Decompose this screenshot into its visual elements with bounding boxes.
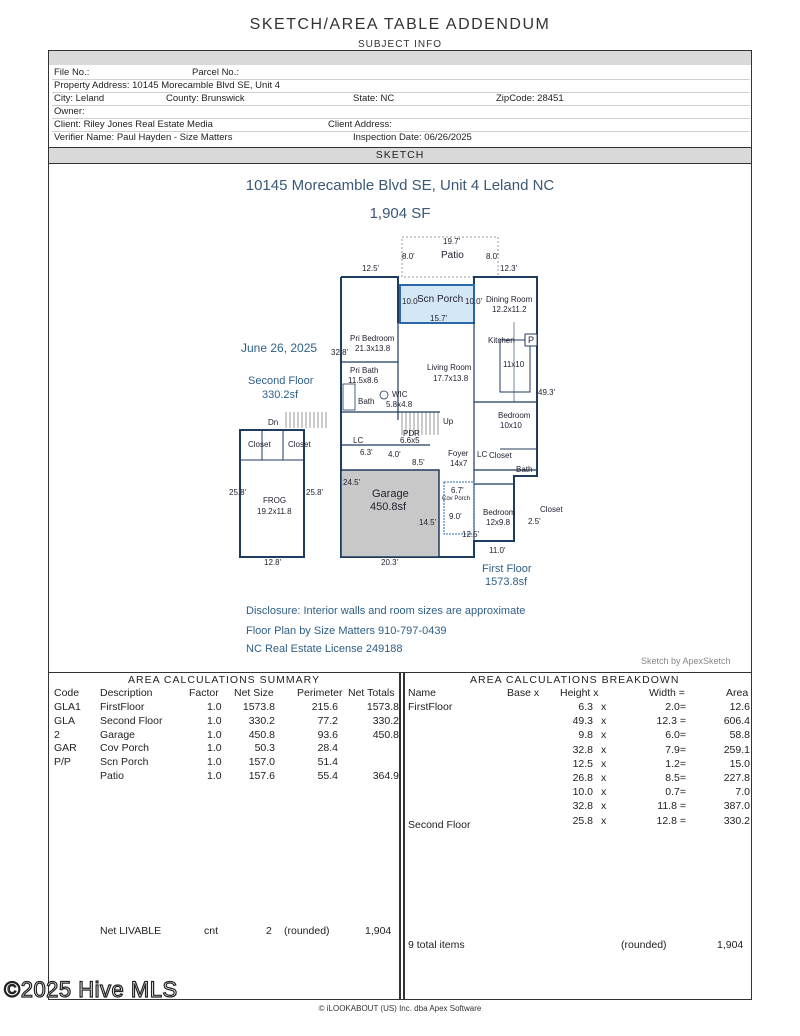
- cov-porch-dim: 6.7': [451, 486, 464, 495]
- garage-sf: 450.8sf: [370, 501, 407, 513]
- stairs-up-label: Up: [443, 417, 454, 426]
- subject-info-label: SUBJECT INFO: [357, 39, 443, 50]
- dim-8-5: 8.5': [412, 458, 425, 467]
- breakdown-cell: 7.0: [735, 786, 750, 799]
- summary-col-net-totals: Net Totals: [348, 687, 395, 699]
- inspection-date: Inspection Date: 06/26/2025: [353, 132, 472, 143]
- scn-porch-left-dim: 10.0': [402, 297, 420, 306]
- total-items: 9 total items: [408, 939, 465, 951]
- sketch-address-title: 10145 Morecamble Blvd SE, Unit 4 Leland NC: [245, 177, 555, 194]
- stairs-down-label: Dn: [268, 418, 279, 427]
- property-address: Property Address: 10145 Morecamble Blvd SE, Unit 4: [54, 80, 281, 91]
- license: NC Real Estate License 249188: [246, 643, 403, 655]
- frog-size: 19.2x11.8: [257, 507, 292, 516]
- breakdown-col-area: Area: [726, 687, 749, 699]
- frog-closet-2: Closet: [288, 440, 311, 449]
- summary-cell: Second Floor: [100, 714, 163, 727]
- summary-cell: GLA: [54, 714, 76, 727]
- first-floor-sf: 1573.8sf: [485, 576, 528, 588]
- breakdown-cell: 12.3 =: [656, 715, 686, 728]
- summary-cell: 450.8: [248, 728, 275, 741]
- summary-cell: 51.4: [317, 756, 338, 769]
- sketch-date: June 26, 2025: [241, 341, 318, 355]
- breakdown-cell: 32.8: [572, 743, 593, 756]
- closet-2-label: Closet: [540, 505, 563, 514]
- summary-cell: 157.6: [248, 770, 275, 782]
- breakdown-cell: 2.0=: [665, 701, 686, 713]
- patio-width: 19.7': [443, 237, 461, 246]
- breakdown-cell: 49.3: [572, 715, 593, 728]
- frog-left-dim: 25.8': [229, 488, 247, 497]
- bedroom-label: Bedroom: [498, 411, 531, 420]
- breakdown-cell: x: [601, 701, 607, 713]
- summary-cell: Scn Porch: [100, 756, 149, 769]
- breakdown-cell: 25.8: [572, 814, 593, 827]
- summary-cell: 215.6: [311, 701, 338, 713]
- garage-left-dim: 24.5': [343, 478, 361, 487]
- summary-cell: 450.8: [372, 728, 399, 741]
- breakdown-cell: x: [601, 757, 607, 770]
- garage-label: Garage: [372, 488, 409, 500]
- summary-cell: 1.0: [207, 728, 222, 741]
- wic-size: 5.8x4.8: [386, 400, 413, 409]
- summary-cell: 1573.8: [366, 701, 399, 713]
- breakdown-cell: 12.6: [729, 701, 750, 713]
- top-left-dim: 12.5': [362, 264, 380, 273]
- summary-col-net-size: Net Size: [234, 687, 274, 699]
- frog-label: FROG: [263, 496, 287, 505]
- disclosure: Disclosure: Interior walls and room sizes are approximate: [246, 605, 526, 617]
- summary-cell: 330.2: [372, 714, 399, 727]
- dim-12-5: 12.5': [462, 530, 480, 539]
- linen-closet-2-label: LC: [477, 450, 488, 459]
- scn-porch-width: 15.7': [430, 314, 448, 323]
- pantry-label: P: [528, 335, 535, 345]
- summary-cell: Cov Porch: [100, 742, 150, 755]
- breakdown-col-name: Name: [408, 687, 437, 699]
- frog-outline: [240, 430, 304, 557]
- breakdown-col-height: Height x: [560, 687, 599, 699]
- pdr-label: PDR: [403, 429, 420, 438]
- floorplan-by: Floor Plan by Size Matters 910-797-0439: [246, 625, 447, 637]
- garage-right-dim: 14.5': [419, 518, 437, 527]
- breakdown-cell: 6.3: [578, 701, 593, 713]
- summary-cell: FirstFloor: [100, 701, 145, 713]
- breakdown-cell: 606.4: [723, 715, 750, 728]
- summary-cell: 77.2: [317, 714, 338, 727]
- client: Client: Riley Jones Real Estate Media: [54, 119, 213, 130]
- first-floor-label: First Floor: [482, 563, 532, 575]
- breakdown-cell: 0.7=: [665, 786, 686, 799]
- summary-col-code: Code: [54, 687, 80, 699]
- summary-cell: GAR: [54, 742, 77, 755]
- kitchen-size: 11x10: [503, 360, 525, 369]
- breakdown-cell: 15.0: [729, 757, 750, 770]
- breakdown-cell: 227.8: [723, 772, 750, 784]
- breakdown-cell: 1.2=: [665, 757, 686, 770]
- breakdown-total: 1,904: [717, 939, 744, 951]
- pdr-size: 6.6x5: [400, 436, 420, 445]
- verifier: Verifier Name: Paul Hayden - Size Matters: [54, 132, 233, 143]
- dim-2-5: 2.5': [528, 517, 541, 526]
- breakdown-title: AREA CALCULATIONS BREAKDOWN: [470, 674, 680, 686]
- top-right-dim: 12.3': [500, 264, 518, 273]
- cov-porch-side-dim: 9.0': [449, 512, 462, 521]
- breakdown-cell: 7.9=: [665, 743, 686, 756]
- net-livable-label: Net LIVABLE: [100, 925, 162, 937]
- breakdown-cell: x: [601, 800, 607, 813]
- patio-label: Patio: [441, 250, 464, 261]
- breakdown-cell: 11.8 =: [657, 800, 686, 813]
- summary-cell: 330.2: [248, 714, 275, 727]
- pri-bedroom-size: 21.3x13.8: [355, 344, 391, 353]
- kitchen-label: Kitchen: [488, 336, 515, 345]
- summary-col-factor: Factor: [189, 687, 219, 699]
- frog-closet-1: Closet: [248, 440, 271, 449]
- sketch-section-bar: SKETCH: [49, 147, 751, 164]
- mls-watermark: ©2025 Hive MLS: [4, 977, 178, 1002]
- garage-bottom-dim: 20.3': [381, 558, 399, 567]
- net-livable-cnt: cnt: [204, 925, 219, 937]
- page-title: SKETCH/AREA TABLE ADDENDUM: [249, 16, 551, 33]
- zipcode: ZipCode: 28451: [496, 93, 564, 104]
- scn-porch-label: Scn Porch: [417, 294, 464, 305]
- summary-title: AREA CALCULATIONS SUMMARY: [128, 674, 321, 686]
- closet-label: Closet: [489, 451, 512, 460]
- net-livable-total: 1,904: [365, 925, 392, 937]
- client-address: Client Address:: [328, 119, 392, 130]
- bath-2-label: Bath: [516, 465, 533, 474]
- foyer-label: Foyer: [448, 449, 469, 458]
- summary-cell: 1.0: [207, 701, 222, 713]
- breakdown-cell: 12.5: [572, 757, 593, 770]
- frog-bottom-dim: 12.8': [264, 558, 282, 567]
- breakdown-col-base: Base x: [507, 687, 540, 699]
- second-floor-sf: 330.2sf: [262, 389, 299, 401]
- patio-left-dim: 8.0': [402, 252, 415, 261]
- cov-porch-label: Cov Porch: [442, 496, 471, 502]
- breakdown-cell: 10.0: [572, 786, 593, 799]
- wic-label: WIC: [392, 390, 408, 399]
- breakdown-cell: 58.8: [729, 729, 750, 742]
- city: City: Leland: [54, 93, 105, 104]
- breakdown-cell: x: [601, 772, 607, 784]
- state: State: NC: [353, 93, 395, 104]
- summary-cell: 1.0: [207, 770, 222, 782]
- dining-room-size: 12.2x11.2: [492, 305, 527, 314]
- summary-cell: P/P: [54, 756, 71, 769]
- pri-bath-size: 11.5x8.6: [348, 376, 379, 385]
- summary-col-description: Description: [100, 687, 153, 699]
- left-dim: 32.8': [331, 348, 349, 357]
- sketch-total-sf: 1,904 SF: [369, 205, 431, 222]
- table-divider: [403, 673, 405, 999]
- breakdown-group-name: FirstFloor: [408, 701, 453, 713]
- breakdown-cell: x: [601, 743, 607, 756]
- breakdown-col-width: Width =: [649, 687, 685, 699]
- county: County: Brunswick: [166, 93, 245, 104]
- dim-4-0: 4.0': [388, 450, 401, 459]
- summary-cell: 93.6: [317, 728, 338, 741]
- breakdown-cell: 6.0=: [665, 729, 686, 742]
- bedroom-2-size: 12x9.8: [486, 518, 511, 527]
- breakdown-rounded: (rounded): [621, 939, 667, 951]
- breakdown-cell: x: [601, 729, 607, 742]
- pri-bath-label: Pri Bath: [350, 366, 379, 375]
- breakdown-cell: 12.8 =: [656, 814, 686, 827]
- linen-closet-label: LC: [353, 436, 364, 445]
- breakdown-cell: x: [601, 715, 607, 728]
- living-room-label: Living Room: [427, 363, 472, 372]
- table-divider: [399, 673, 401, 999]
- breakdown-cell: 387.0: [723, 800, 750, 813]
- summary-col-perimeter: Perimeter: [297, 687, 343, 699]
- bedroom-size: 10x10: [500, 421, 522, 430]
- breakdown-group-name: Second Floor: [408, 818, 471, 831]
- owner: Owner:: [54, 106, 85, 117]
- breakdown-cell: x: [601, 786, 607, 799]
- summary-cell: 50.3: [254, 742, 275, 755]
- summary-cell: Garage: [100, 728, 136, 741]
- patio-right-dim: 8.0': [486, 252, 499, 261]
- net-livable-count: 2: [266, 925, 272, 937]
- breakdown-cell: x: [601, 814, 607, 827]
- bedroom-2-label: Bedroom: [483, 508, 516, 517]
- breakdown-cell: 330.2: [723, 814, 750, 827]
- net-livable-rounded: (rounded): [284, 925, 330, 937]
- bath-label: Bath: [358, 397, 375, 406]
- file-no: File No.:: [54, 67, 90, 78]
- scn-porch-right-dim: 10.0': [465, 297, 483, 306]
- summary-cell: 1.0: [207, 742, 222, 755]
- frog-right-dim: 25.8': [306, 488, 324, 497]
- pri-bedroom-label: Pri Bedroom: [350, 334, 395, 343]
- breakdown-cell: 9.8: [578, 729, 593, 742]
- apex-credit: Sketch by ApexSketch: [641, 656, 731, 666]
- living-room-size: 17.7x13.8: [433, 374, 469, 383]
- dim-6-3: 6.3': [360, 448, 373, 457]
- summary-cell: 364.9: [372, 770, 399, 782]
- parcel-no: Parcel No.:: [192, 67, 239, 78]
- second-floor-label: Second Floor: [248, 375, 314, 387]
- breakdown-cell: 8.5=: [665, 772, 686, 784]
- dining-room-label: Dining Room: [486, 295, 533, 304]
- dim-11-0: 11.0': [489, 546, 506, 555]
- summary-cell: 1573.8: [242, 701, 275, 713]
- breakdown-cell: 32.8: [572, 800, 593, 813]
- copyright: © iLOOKABOUT (US) Inc. dba Apex Software: [318, 1004, 482, 1013]
- right-dim: 49.3': [538, 388, 556, 397]
- summary-cell: 2: [54, 728, 60, 741]
- breakdown-cell: 26.8: [572, 772, 593, 784]
- summary-cell: Patio: [100, 770, 124, 782]
- summary-cell: 1.0: [207, 756, 222, 769]
- summary-cell: 28.4: [317, 742, 338, 755]
- summary-cell: GLA1: [54, 701, 81, 713]
- breakdown-cell: 259.1: [723, 743, 750, 756]
- summary-cell: 157.0: [248, 756, 275, 769]
- summary-cell: 1.0: [207, 714, 222, 727]
- foyer-size: 14x7: [450, 459, 468, 468]
- summary-cell: 55.4: [317, 770, 338, 782]
